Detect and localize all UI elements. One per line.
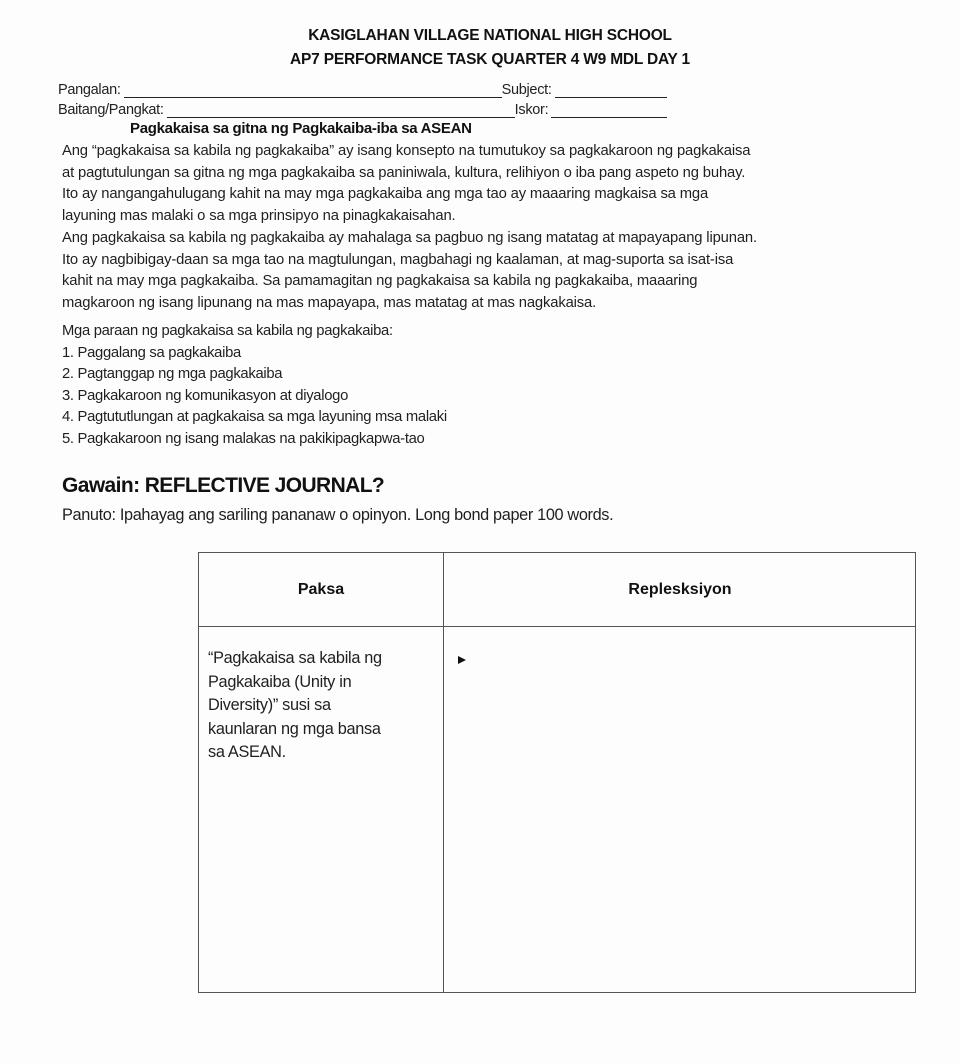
reflection-table xyxy=(198,552,916,993)
paksa-line: Diversity)” susi sa xyxy=(208,696,331,714)
ways-list xyxy=(62,321,447,451)
paragraph-line: Ito ay nagbibigay-daan sa mga tao na magtulungan, magbahagi ng kaalaman, at mag-suporta sa isat-isa xyxy=(62,251,734,268)
paksa-line: Pagkakaiba (Unity in xyxy=(208,672,352,691)
task-title: AP7 PERFORMANCE TASK QUARTER 4 W9 MDL DAY 1 xyxy=(290,51,690,68)
header-repleksiyon: Replesksiyon xyxy=(628,580,732,598)
paragraph-line: at pagtutulungan sa gitna ng mga pagkakaiba sa paniniwala, kultura, relihiyon o iba pang aspeto ng buhay. xyxy=(62,164,746,181)
list-intro: Mga paraan ng pagkakaisa sa kabila ng pagkakaiba: xyxy=(62,323,393,339)
field-row-grade-score xyxy=(58,98,667,118)
paragraph-1 xyxy=(62,141,942,227)
paksa-line: “Pagkakaisa sa kabila ng xyxy=(208,649,382,667)
list-item: 2. Pagtanggap ng mga pagkakaiba xyxy=(62,366,283,383)
subject-field[interactable] xyxy=(555,83,667,98)
paragraph-line: magkaroon ng isang lipunang na mas mapayapa, mas matatag at mas nagkakaisa. xyxy=(62,294,597,311)
field-row-name-subject xyxy=(58,78,667,98)
paksa-line: sa ASEAN. xyxy=(208,743,286,761)
reflection-cell[interactable] xyxy=(446,629,913,990)
paragraph-line: Ang “pagkakaisa sa kabila ng pagkakaiba” ay isang konsepto na tumutukoy sa pagkakaroon ng pagkakaisa xyxy=(62,143,751,159)
header-divider xyxy=(199,626,915,627)
pangalan-field[interactable] xyxy=(124,83,502,98)
list-item: 5. Pagkakaroon ng isang malakas na pakikipagkapwa-tao xyxy=(62,430,425,447)
paragraph-line: kahit na may mga pagkakaiba. Sa pamamagitan ng pagkakaisa sa kabila ng pagkakaiba, maaaring xyxy=(62,273,698,289)
lesson-title: Pagkakaisa sa gitna ng Pagkakaiba-iba sa ASEAN xyxy=(130,120,472,137)
paragraph-line: Ang pagkakaisa sa kabila ng pagkakaiba ay mahalaga sa pagbuo ng isang matatag at mapayapang lipunan. xyxy=(62,230,757,246)
subject-label: Subject: xyxy=(501,82,552,98)
pangalan-label: Pangalan: xyxy=(58,82,121,98)
list-item: 4. Pagtututlungan at pagkakaisa sa mga layuning msa malaki xyxy=(62,409,447,426)
iskor-label: Iskor: xyxy=(514,102,549,118)
paragraph-line: Ito ay nangangahulugang kahit na may mga pagkakaiba ang mga tao ay maaaring magkaisa sa mga xyxy=(62,186,709,202)
activity-instructions: Panuto: Ipahayag ang sariling pananaw o opinyon. Long bond paper 100 words. xyxy=(62,506,614,524)
paragraph-line: layuning mas malaki o sa mga prinsipyo na pinagkakaisahan. xyxy=(62,207,456,224)
activity-title: Gawain: REFLECTIVE JOURNAL? xyxy=(62,474,385,497)
list-item: 1. Paggalang sa pagkakaiba xyxy=(62,344,241,361)
header-paksa: Paksa xyxy=(297,580,345,598)
baitang-label: Baitang/Pangkat: xyxy=(58,102,164,118)
arrow-right-icon xyxy=(458,656,466,664)
iskor-field[interactable] xyxy=(551,103,667,118)
baitang-field[interactable] xyxy=(167,103,515,118)
school-title: KASIGLAHAN VILLAGE NATIONAL HIGH SCHOOL xyxy=(308,27,672,44)
paksa-cell xyxy=(208,647,438,765)
list-item: 3. Pagkakaroon ng komunikasyon at diyalogo xyxy=(62,387,348,404)
paksa-line: kaunlaran ng mga bansa xyxy=(208,719,381,738)
paragraph-2 xyxy=(62,228,942,314)
